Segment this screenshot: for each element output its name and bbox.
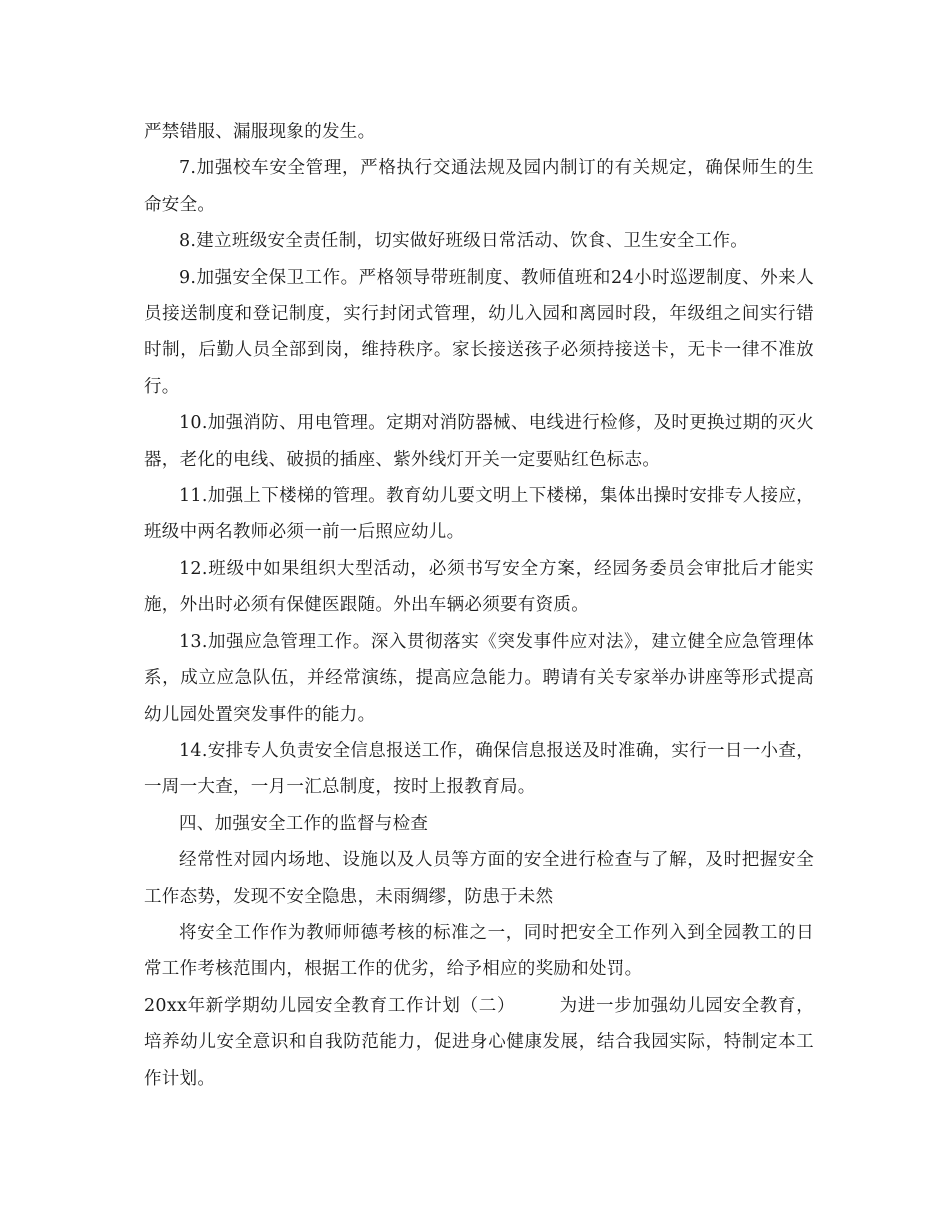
paragraph-assessment: 将安全工作作为教师师德考核的标准之一，同时把安全工作列入到全园教工的日常工作考核范围内，根据工作的优劣，给予相应的奖励和处罚。 (144, 922, 814, 980)
paragraph-continuation: 严禁错服、漏服现象的发生。 (144, 122, 376, 142)
paragraph-supervision: 经常性对园内场地、设施以及人员等方面的安全进行检查与了解，及时把握安全工作态势，发现不安全隐患，未雨绸缪，防患于未然 (144, 850, 814, 907)
paragraph-item-12: 12.班级中如果组织大型活动，必须书写安全方案，经园务委员会审批后才能实施，外出时必须有保健医跟随。外出车辆必须要有资质。 (144, 558, 814, 616)
paragraph-item-11: 11.加强上下楼梯的管理。教育幼儿要文明上下楼梯，集体出操时安排专人接应，班级中两名教师必须一前一后照应幼儿。 (144, 486, 814, 543)
paragraph-item-10: 10.加强消防、用电管理。定期对消防器械、电线进行检修，及时更换过期的灭火器，老化的电线、破损的插座、紫外线灯开关一定要贴红色标志。 (144, 413, 814, 470)
paragraph-item-14: 14.安排专人负责安全信息报送工作，确保信息报送及时准确，实行一日一小查，一周一大查，一月一汇总制度，按时上报教育局。 (144, 740, 814, 798)
section-heading: 四、加强安全工作的监督与检查 (179, 813, 429, 834)
paragraph-item-9: 9.加强安全保卫工作。严格领导带班制度、教师值班和24小时巡逻制度、外来人员接送制度和登记制度，实行封闭式管理，幼儿入园和离园时段，年级组之间实行错时制，后勤人员全部到岗，维持秩序。家长接送孩子必须持接送卡，无卡一律不准放行。 (144, 267, 814, 397)
paragraph-plan-two (144, 988, 814, 1097)
plan-title: 20xx年新学期幼儿园安全教育工作计划（二） (144, 995, 516, 1016)
paragraph-item-8: 8.建立班级安全责任制，切实做好班级日常活动、饮食、卫生安全工作。 (179, 231, 749, 252)
paragraph-item-13: 13.加强应急管理工作。深入贯彻落实《突发事件应对法》，建立健全应急管理体系，成立应急队伍，并经常演练，提高应急能力。聘请有关专家举办讲座等形式提高幼儿园处置突发事件的能力。 (144, 631, 814, 725)
document-body (144, 114, 814, 1097)
paragraph-item-7: 7.加强校车安全管理，严格执行交通法规及园内制订的有关规定，确保师生的生命安全。 (144, 158, 814, 215)
plan-intro: 为进一步加强幼儿园安全教育，培养幼儿安全意识和自我防范能力，促进身心健康发展，结合我园实际，特制定本工作计划。 (144, 995, 814, 1089)
